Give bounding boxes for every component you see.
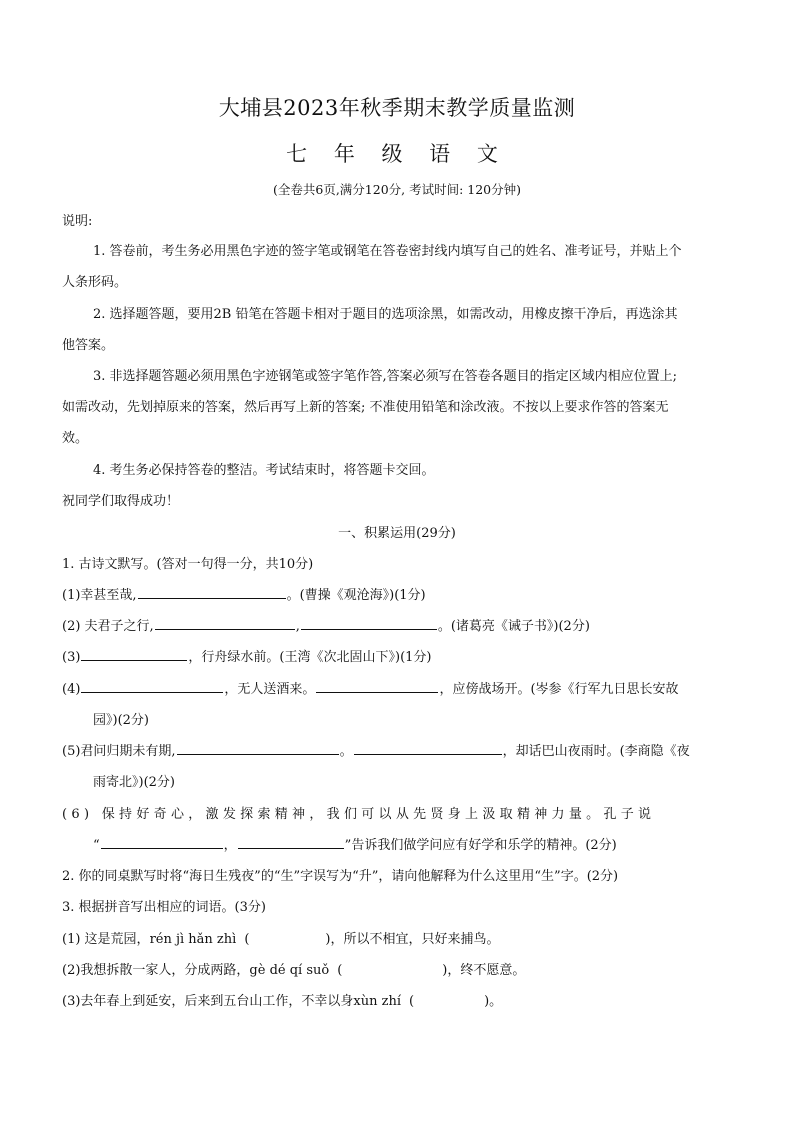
q3-3-pinyin: xùn zhí [353,994,402,1009]
answer-blank[interactable] [101,835,223,849]
question-1-6: (6) 保持好奇心，激发探索精神，我们可以从先贤身上汲取精神力量。孔子说 [62,807,656,822]
q1-1-source: 。(曹操《观沧海》)(1分) [286,588,426,603]
open-paren: ( [409,994,415,1009]
q1-3-text: ，行舟绿水前。(王湾《次北固山下》)(1分) [188,650,432,665]
q1-2-comma: , [295,619,300,634]
question-1-5-cont: 雨寄北》)(2分) [93,775,175,790]
answer-blank[interactable] [301,616,437,630]
answer-blank[interactable] [316,679,438,693]
q1-2-source: 。(诸葛亮《诫子书》)(2分) [437,619,590,634]
q1-4-text: ，无人送酒来。 [224,682,316,697]
exam-info: (全卷共6页,满分120分, 考试时间: 120分钟) [272,182,522,197]
answer-blank[interactable] [155,616,295,630]
note-3-line-1: 3. 非选择题答题必须用黑色字迹钢笔或签字笔作答,答案必须写在答卷各题目的指定区域内相应位置上; [93,369,678,384]
q1-3-number: (3) [62,650,81,665]
question-3-1 [62,928,734,947]
q3-1-rest: )，所以不相宜，只好来捕鸟。 [325,932,500,947]
good-luck-text: 祝同学们取得成功！ [62,494,180,509]
q3-1-pinyin: rén jì hǎn zhì [149,932,237,947]
question-1-5 [62,740,734,759]
q1-6-comma: ， [223,838,237,853]
note-4: 4. 考生务必保持答卷的整洁。考试结束时，将答题卡交回。 [93,463,435,478]
q1-1-text: (1)幸甚至哉, [62,588,137,603]
note-3-line-2: 如需改动，先划掉原来的答案，然后再写上新的答案; 不准使用铅笔和涂改液。不按以上要求作答的答案无 [62,400,669,415]
q3-2-rest: )，终不愿意。 [442,963,526,978]
question-3-3 [62,990,734,1009]
q1-4-source: ，应傍战场开。(岑参《行军九日思长安故 [439,682,679,697]
question-1-6-cont [93,834,765,853]
open-paren: ( [244,932,250,947]
q1-5-source: ，却话巴山夜雨时。(李商隐《夜 [502,744,690,759]
answer-blank[interactable] [238,835,344,849]
note-2-line-2: 他答案。 [62,338,115,353]
question-1-2 [62,615,734,634]
notes-heading: 说明: [62,214,93,229]
q3-3-text: (3)去年春上到延安，后来到五台山工作，不幸以身 [62,994,354,1009]
answer-blank[interactable] [354,741,502,755]
q1-2-text: (2) 夫君子之行, [62,619,154,634]
note-1-line-1: 1. 答卷前，考生务必用黑色字迹的签字笔或钢笔在答卷密封线内填写自己的姓名、准考证号，并贴上个 [93,244,682,259]
question-1-4-cont: 园》)(2分) [93,713,149,728]
note-2-line-1: 2. 选择题答题，要用2B 铅笔在答题卡相对于题目的选项涂黑，如需改动，用橡皮擦干净后，再选涂其 [93,307,678,322]
answer-blank[interactable] [81,679,223,693]
open-quote: “ [93,838,100,853]
q3-3-rest: )。 [484,994,503,1009]
question-1-prompt: 1. 古诗文默写。(答对一句得一分，共10分) [62,557,314,572]
open-paren: ( [337,963,343,978]
q1-5-period: 。 [339,744,353,759]
answer-blank[interactable] [177,741,339,755]
question-1-4 [62,678,734,697]
note-1-line-2: 人条形码。 [62,275,128,290]
answer-blank[interactable] [138,585,286,599]
question-1-1 [62,584,734,603]
note-3-line-3: 效。 [62,431,89,446]
q3-1-text: (1) 这是荒园， [62,932,150,947]
q1-4-number: (4) [62,682,81,697]
q1-6-rest: ”告诉我们做学问应有好学和乐学的精神。(2分) [344,838,617,853]
question-2: 2. 你的同桌默写时将“海日生残夜”的“生”字误写为“升”，请向他解释为什么这里用“生”字。(2分) [62,869,619,884]
answer-blank[interactable] [81,647,187,661]
q3-2-pinyin: gè dé qí suǒ [249,963,330,978]
section-1-heading: 一、积累运用(29分) [338,526,456,541]
subject-title: 七 年 级 语 文 [286,142,508,166]
question-3-2 [62,959,734,978]
exam-title: 大埔县2023年秋季期末教学质量监测 [218,96,576,120]
question-1-3 [62,646,734,665]
q1-5-text: (5)君问归期未有期, [62,744,176,759]
q3-2-text: (2)我想拆散一家人，分成两路， [62,963,250,978]
question-3-prompt: 3. 根据拼音写出相应的词语。(3分) [62,900,266,915]
